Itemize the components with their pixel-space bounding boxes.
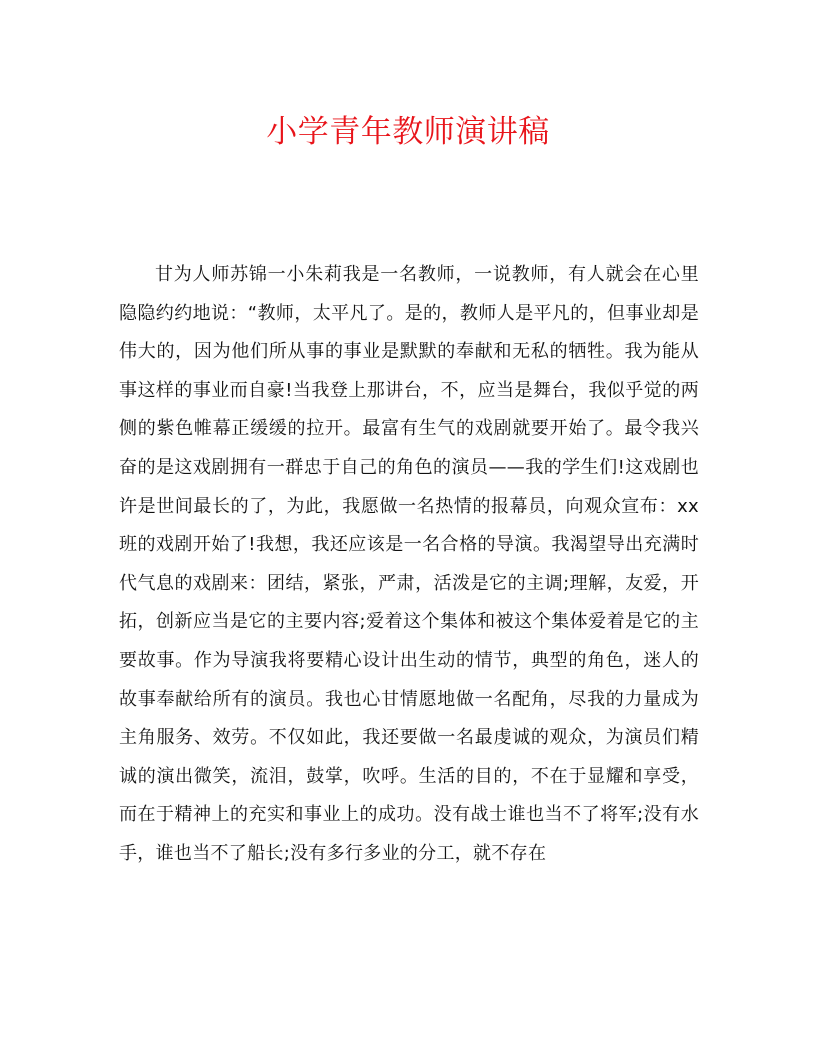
page-title: 小学青年教师演讲稿 <box>266 114 550 150</box>
body-paragraph: 甘为人师苏锦一小朱莉我是一名教师，一说教师，有人就会在心里隐隐约约地说：“教师，太平凡了。是的，教师人是平凡的，但事业却是伟大的，因为他们所从事的事业是默默的奉献和无私的牺牲。我为能从事这样的事业而自豪!当我登上那讲台，不，应当是舞台，我似乎觉的两侧的紫色帷幕正缓缓的拉开。最富有生气的戏剧就要开始了。最令我兴奋的是这戏剧拥有一群忠于自己的角色的演员——我的学生们!这戏剧也许是世间最长的了，为此，我愿做一名热情的报幕员，向观众宣布：xx班的戏剧开始了!我想，我还应该是一名合格的导演。我渴望导出充满时代气息的戏剧来：团结，紧张，严肃，活泼是它的主调;理解，友爱，开拓，创新应当是它的主要内容;爱着这个集体和被这个集体爱着是它的主要故事。作为导演我将要精心设计出生动的情节，典型的角色，迷人的故事奉献给所有的演员。我也心甘情愿地做一名配角，尽我的力量成为主角服务、效劳。不仅如此，我还要做一名最虔诚的观众，为演员们精诚的演出微笑，流泪，鼓掌，吹呼。生活的目的，不在于显耀和享受，而在于精神上的充实和事业上的成功。没有战士谁也当不了将军;没有水手，谁也当不了船长;没有多行多业的分工，就不存在 <box>119 264 699 864</box>
